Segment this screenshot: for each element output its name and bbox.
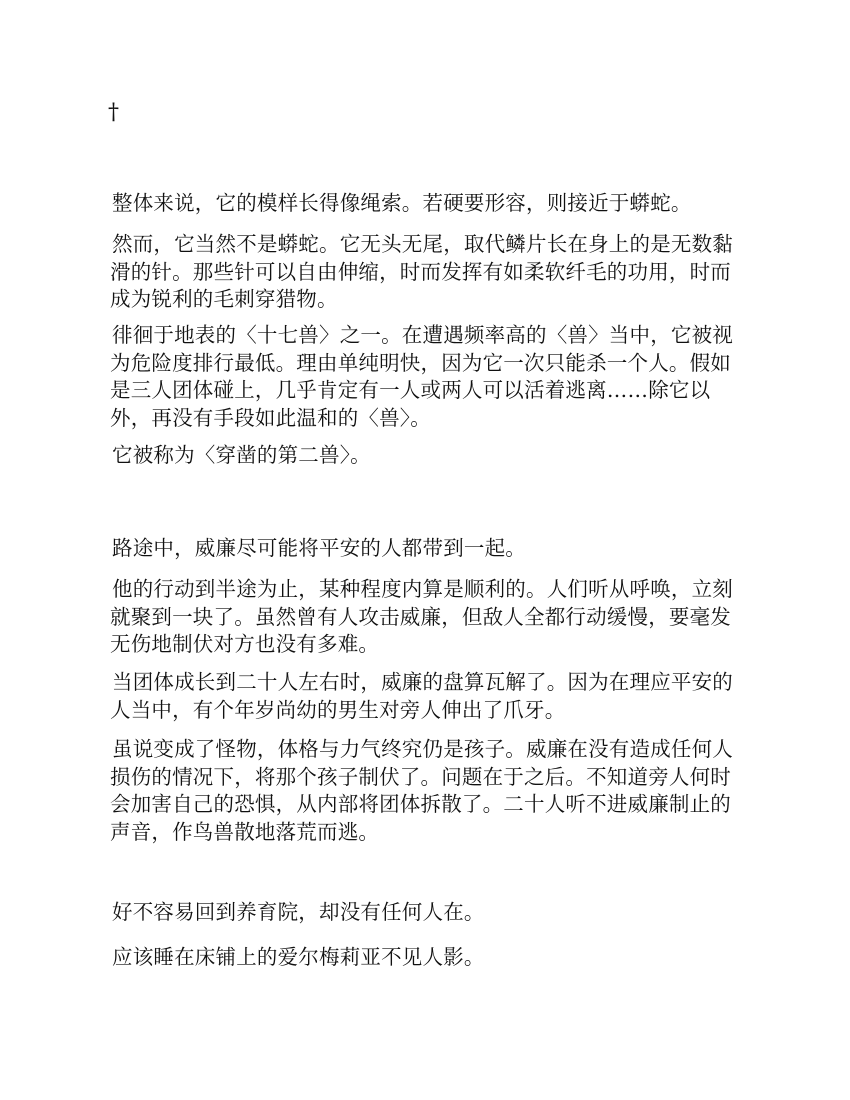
paragraph-10: 应该睡在床铺上的爱尔梅莉亚不见人影。 [112,945,485,969]
paragraph-7: 当团体成长到二十人左右时，威廉的盘算瓦解了。因为在理应平安的人当中，有个年岁尚幼的男生对旁人伸出了爪牙。 [110,670,733,722]
paragraph-4: 它被称为〈穿凿的第二兽〉。 [112,443,371,467]
paragraph-1: 整体来说，它的模样长得像绳索。若硬要形容，则接近于蟒蛇。 [112,191,692,215]
paragraph-6: 他的行动到半途为止，某种程度内算是顺利的。人们听从呼唤，立刻就聚到一块了。虽然曾有人攻击威廉，但敌人全都行动缓慢，要毫发无伤地制伏对方也没有多难。 [110,577,733,656]
paragraph-8: 虽说变成了怪物，体格与力气终究仍是孩子。威廉在没有造成任何人损伤的情况下，将那个孩子制伏了。问题在于之后。不知道旁人何时会加害自己的恐惧，从内部将团体拆散了。二十人听不进威廉制止的声音，作鸟兽散地落荒而逃。 [110,737,733,844]
paragraph-9: 好不容易回到养育院，却没有任何人在。 [112,900,485,924]
paragraph-5: 路途中，威廉尽可能将平安的人都带到一起。 [112,536,526,560]
paragraph-3: 徘徊于地表的〈十七兽〉之一。在遭遇频率高的〈兽〉当中，它被视为危险度排行最低。理由单纯明快，因为它一次只能杀一个人。假如是三人团体碰上，几乎肯定有一人或两人可以活着逃离……除它以外，再没有手段如此温和的〈兽〉。 [110,323,733,430]
section-marker: † [108,100,119,125]
paragraph-2: 然而，它当然不是蟒蛇。它无头无尾，取代鳞片长在身上的是无数黏滑的针。那些针可以自由伸缩，时而发挥有如柔软纤毛的功用，时而成为锐利的毛刺穿猎物。 [110,232,733,311]
